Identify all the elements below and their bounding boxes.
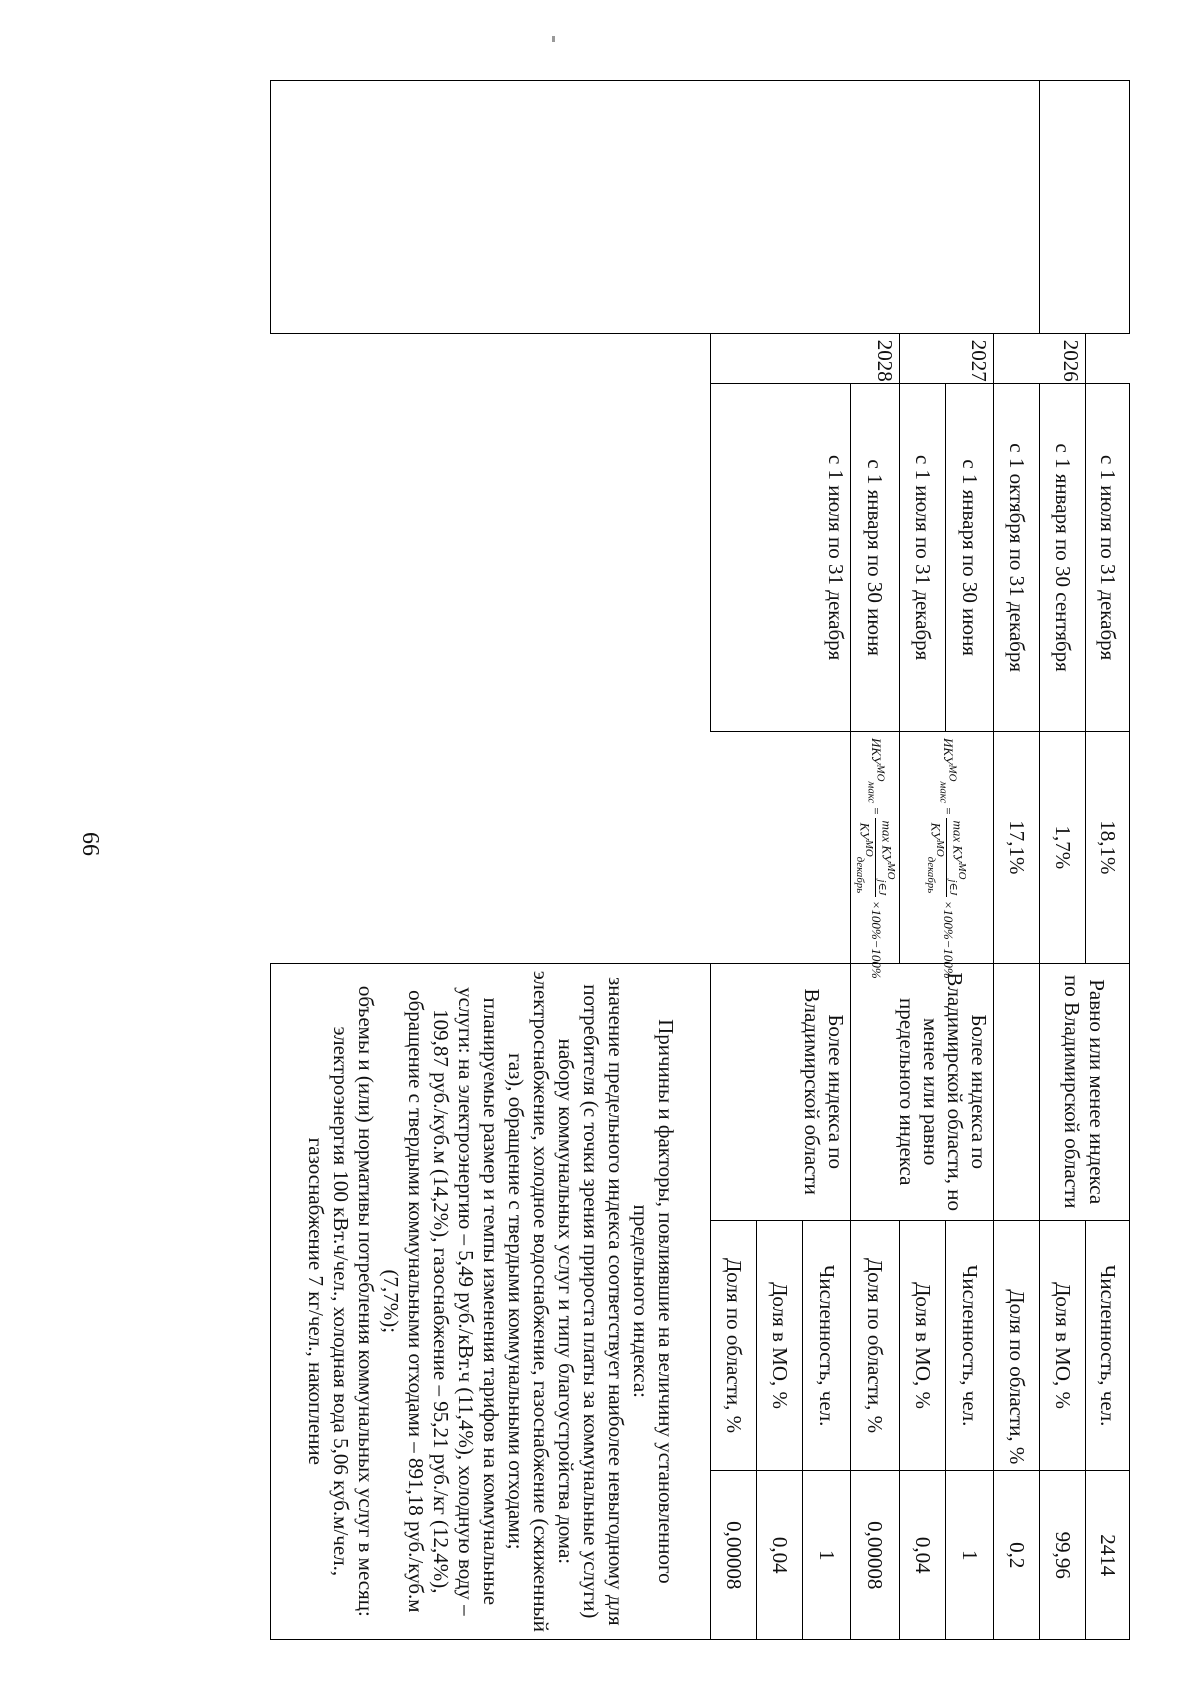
metric-cell: Численность, чел.	[1086, 1220, 1130, 1471]
period-cell: с 1 января по 30 сентября	[1040, 384, 1086, 732]
year-cell	[1086, 333, 1130, 384]
formula-cell	[900, 731, 994, 979]
value-cell: 0,00008	[711, 1471, 757, 1640]
max-index-formula: $ИКУ^{МО}_{макс}$ = $\max КУ^{МО}_{j\in J}$ $КУ^{МО}_{декабрь}$ ×100%−100%	[925, 737, 969, 979]
period-cell: с 1 января по 30 июня	[851, 384, 900, 732]
value-cell: 0,00008	[851, 1471, 900, 1640]
year-cell: 2027	[900, 333, 994, 384]
metric-cell: Численность, чел.	[803, 1220, 851, 1471]
note-line: планируемые размер и темпы изменения тарифов на коммунальные услуги: на электроэнергию – 5,49 руб./кВт.ч (11,4%), холодную воду – 109,87 руб./куб.м (14,2%), газоснабжение – 95,21 руб./кг (12,4%), обращение с твердыми коммунальными отходами – 891,18 руб./куб.м (7,7%);	[379, 987, 504, 1616]
period-cell: с 1 июля по 31 декабря	[1086, 384, 1130, 732]
value-cell: 2414	[1086, 1471, 1130, 1640]
note-line: Причины и факторы, повлиявшие на величину установленного предельного индекса:	[629, 1019, 679, 1584]
value-cell: 0,04	[757, 1471, 803, 1640]
value-cell: 1	[946, 1471, 994, 1640]
metric-cell: Доля в МО, %	[1040, 1220, 1086, 1471]
metric-cell: Доля по области, %	[851, 1220, 900, 1471]
year-cell: 2028	[711, 333, 900, 384]
note-line: значение предельного индекса соответствует наиболее невыгодному для потребителя (с точки зрения прироста платы за коммунальные услуги) набору коммунальных услуг и типу благоустройства дома: электроснабжение, холодное водоснабжение, газоснабжение (сжиженный газ), обращение с твердыми коммунальными отходами;	[504, 970, 629, 1632]
percent-cell: 1,7%	[1040, 731, 1086, 963]
metric-cell: Доля в МО, %	[757, 1220, 803, 1471]
scan-speck	[552, 36, 555, 42]
table-row	[994, 81, 1040, 1640]
rotated-table-page	[180, 80, 1130, 1640]
year-cell: 2026	[994, 333, 1086, 384]
value-cell: 0,2	[994, 1471, 1040, 1640]
period-cell: с 1 января по 30 июня	[946, 384, 994, 732]
category-cell	[994, 963, 1040, 1220]
metric-cell: Доля по области, %	[994, 1220, 1040, 1471]
table-row	[1086, 81, 1130, 1640]
percent-cell: 18,1%	[1086, 731, 1130, 963]
formula-cell	[851, 731, 900, 979]
empty-cell	[1040, 81, 1130, 334]
category-cell: Более индекса по Владимирской области	[711, 963, 851, 1220]
value-cell: 99,96	[1040, 1471, 1086, 1640]
max-index-formula: $ИКУ^{МО}_{макс}$ = $\max КУ^{МО}_{j\in J}$ $КУ^{МО}_{декабрь}$ ×100%−100%	[853, 737, 897, 979]
category-cell: Более индекса по Владимирской области, но менее или равно предельного индекса	[851, 963, 994, 1220]
empty-cell	[711, 731, 851, 963]
factors-note	[271, 963, 711, 1639]
period-cell: с 1 июля по 31 декабря	[711, 384, 851, 732]
empty-cell	[271, 81, 1040, 334]
index-table	[270, 80, 1130, 1640]
period-cell: с 1 октября по 31 декабря	[994, 384, 1040, 732]
metric-cell: Численность, чел.	[946, 1220, 994, 1471]
value-cell: 1	[803, 1471, 851, 1640]
period-cell: с 1 июля по 31 декабря	[900, 384, 946, 732]
metric-cell: Доля по области, %	[711, 1220, 757, 1471]
percent-cell: 17,1%	[994, 731, 1040, 963]
category-cell: Равно или менее индекса по Владимирской области	[1040, 963, 1130, 1220]
note-line: объемы и (или) нормативы потребления коммунальных услуг в месяц: электроэнергия 100 кВт.ч/чел., холодная вода 5,06 куб.м/чел., газоснабжение 7 кг/чел., накопление	[304, 985, 379, 1617]
metric-cell: Доля в МО, %	[900, 1220, 946, 1471]
empty-cell	[271, 333, 711, 963]
page-number: 66	[77, 832, 103, 856]
value-cell: 0,04	[900, 1471, 946, 1640]
